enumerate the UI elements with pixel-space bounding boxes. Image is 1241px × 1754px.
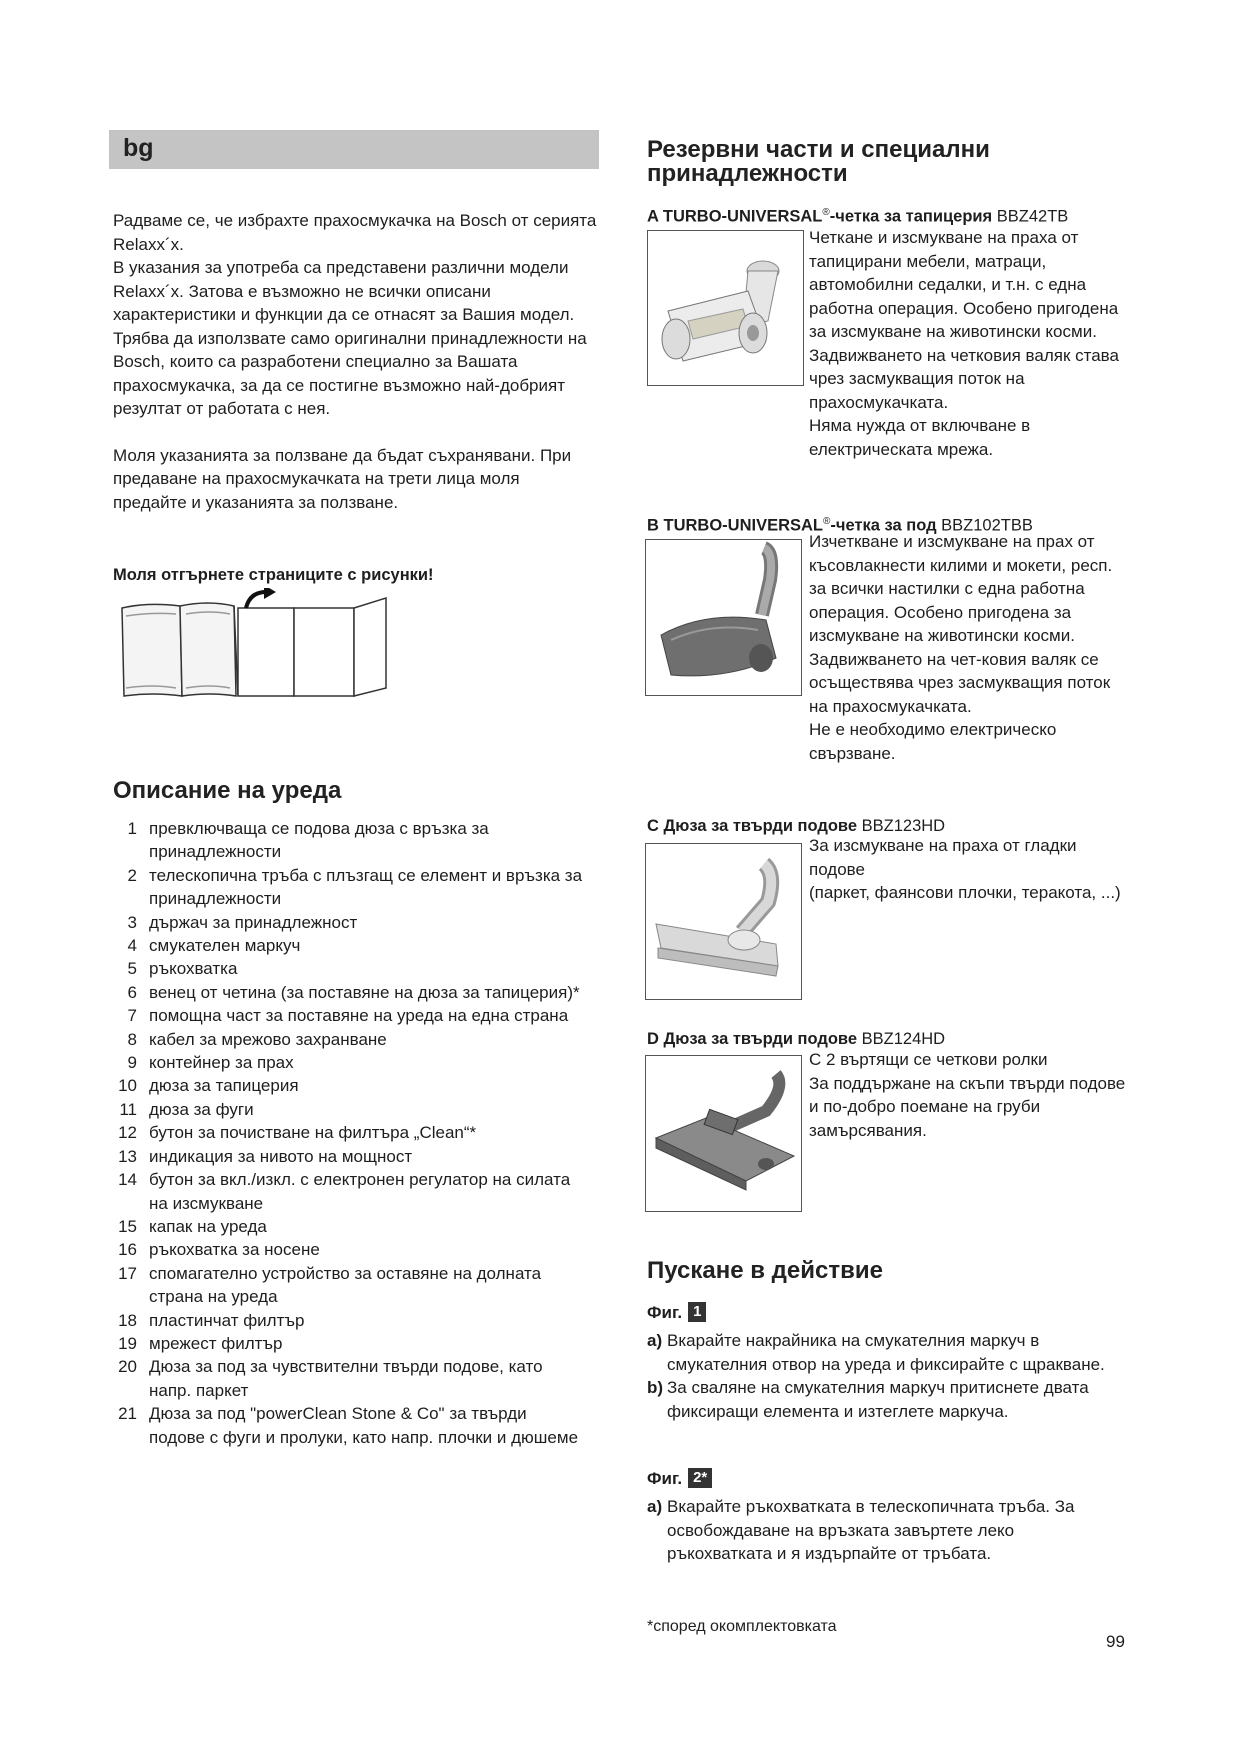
part-c-heading: C Дюза за твърди подове BBZ123HD — [647, 817, 946, 835]
parts-list-item — [113, 1121, 583, 1144]
parts-list-item — [113, 1309, 583, 1332]
parts-list-item — [113, 1215, 583, 1238]
parts-list-item — [113, 1262, 583, 1309]
parts-list-text: Дюза за под "powerClean Stone & Co" за твърди подове с фуги и пролуки, като напр. плочки и дюшеме — [149, 1404, 579, 1447]
part-a-heading: A TURBO-UNIVERSAL®-четка за тапицерия BBZ42TB — [647, 207, 1069, 226]
unfold-pages-note: Моля отгърнете страниците с рисунки! — [113, 566, 434, 584]
language-code: bg — [123, 134, 154, 162]
fig-2-label: Фиг. 2* — [647, 1468, 712, 1489]
parts-list-text: дюза за тапицерия — [149, 1076, 299, 1096]
parts-list-text: индикация за нивото на мощност — [149, 1146, 413, 1166]
unfold-pages-illustration — [118, 588, 398, 703]
parts-list-text: капак на уреда — [149, 1216, 267, 1236]
part-d-heading: D Дюза за твърди подове BBZ124HD — [647, 1030, 946, 1048]
parts-list-number: 16 — [118, 1240, 137, 1260]
parts-list-number: 7 — [127, 1006, 137, 1026]
part-a-image — [647, 230, 804, 386]
part-d-code: BBZ124HD — [861, 1030, 946, 1048]
hard-floor-roller-nozzle-icon — [646, 1056, 801, 1211]
parts-list-number: 21 — [118, 1404, 137, 1424]
parts-list-number: 3 — [127, 912, 137, 932]
parts-list-text: дюза за фуги — [149, 1099, 254, 1119]
parts-list-text: Дюза за под за чувствителни твърди подове, като напр. паркет — [149, 1357, 543, 1400]
parts-list-item — [113, 1028, 583, 1051]
parts-list-item — [113, 817, 583, 864]
footnote: *според окомплектовката — [647, 1618, 837, 1635]
parts-list-text: държач за принадлежност — [149, 912, 358, 932]
parts-list-text: ръкохватка за носене — [149, 1240, 320, 1260]
intro-section — [113, 209, 598, 514]
parts-list-number: 15 — [118, 1216, 137, 1236]
part-c-code: BBZ123HD — [861, 817, 946, 835]
hard-floor-nozzle-icon — [646, 844, 801, 999]
parts-list-item — [113, 864, 583, 911]
parts-list-number: 18 — [118, 1310, 137, 1330]
parts-list-item — [113, 911, 583, 934]
part-b-text: Изчеткване и изсмукване на прах от късовлакнести килими и мокети, респ. за всички настилки с една работна операция. Особено пригодена за изсмукване на животински косми. Задвижването на чет-ковия валяк се осъществява чрез засмукващия поток на прахосмукачката. Не е необходимо електрическо свързване. — [809, 532, 1113, 763]
parts-list-number: 6 — [127, 982, 137, 1002]
parts-list-number: 19 — [118, 1333, 137, 1353]
description-title: Описание на уреда — [113, 777, 342, 804]
parts-list-text: спомагателно устройство за оставяне на долната страна на уреда — [149, 1263, 542, 1307]
parts-list-item — [113, 1355, 583, 1402]
parts-list-number: 12 — [118, 1123, 137, 1143]
parts-list-item — [113, 1074, 583, 1097]
fig-2-badge: 2* — [688, 1468, 712, 1488]
part-c-text: За изсмукване на праха от гладки подове (паркет, фаянсови плочки, теракота, ...) — [809, 836, 1121, 902]
parts-list-text: телескопична тръба с плъзгащ се елемент и връзка за принадлежности — [149, 865, 583, 909]
fig-1-step-a: a) Вкарайте накрайника на смукателния маркуч в смукателния отвор на уреда и фиксирайте с щракване. — [647, 1331, 1105, 1374]
curved-arrow-icon — [246, 592, 266, 608]
parts-list-text: превключваща се подова дюза с връзка за принадлежности — [149, 819, 489, 862]
parts-list-item — [113, 1402, 583, 1449]
parts-list-item — [113, 1168, 583, 1215]
fig-1-badge: 1 — [688, 1302, 706, 1322]
parts-list-number: 10 — [118, 1076, 137, 1096]
parts-list-number: 11 — [119, 1099, 137, 1119]
upholstery-brush-icon — [648, 231, 803, 385]
intro-paragraph-3: Моля указанията за ползване да бъдат съхранявани. При предаване на прахосмукачката на трети лица моля предайте и указанията за ползване. — [113, 445, 572, 512]
parts-list-text: кабел за мрежово захранване — [149, 1029, 387, 1049]
fig-2-steps — [647, 1495, 1117, 1566]
parts-list-item — [113, 981, 583, 1004]
parts-list-number: 14 — [118, 1170, 137, 1190]
fig-2-step-a: a) Вкарайте ръкохватката в телескопичната тръба. За освобождаване на връзката завъртете леко ръкохватката и я издърпайте от тръбата. — [647, 1497, 1075, 1563]
fig-1-step-b: b) За сваляне на смукателния маркуч притиснете двата фиксиращи елемента и изтеглете маркуча. — [647, 1378, 1089, 1421]
parts-list-text: помощна част за поставяне на уреда на една страна — [149, 1006, 569, 1026]
fig-1-label: Фиг. 1 — [647, 1302, 706, 1323]
part-b-heading: B TURBO-UNIVERSAL®-четка за под BBZ102TBB — [647, 516, 1033, 535]
intro-paragraph-2: В указания за употреба са представени различни модели Relaxx´x. Затова е възможно не всички описани характеристики и функции да се отнасят за Вашия модел. Трябва да използвате само оригинални принадлежности на Bosch, които са разработени специално за Вашата прахосмукачка, за да се постигне възможно най-добрият резултат от работата с нея. — [113, 258, 587, 418]
part-b-code: BBZ102TBB — [941, 516, 1033, 535]
floor-turbo-brush-icon — [646, 540, 801, 695]
parts-list-number: 9 — [127, 1053, 137, 1073]
parts-list-item — [113, 1332, 583, 1355]
parts-list-text: ръкохватка — [149, 959, 238, 979]
part-d-text: С 2 въртящи се четкови ролки За поддържане на скъпи твърди подове и по-добро поемане на груби замърсявания. — [809, 1050, 1126, 1140]
part-a-text: Четкане и изсмукване на праха от тапицирани мебели, матраци, автомобилни седалки, и т.н. с една работна операция. Особено пригодена за изсмукване на животински косми. Задвижването на четковия валяк става чрез засмукващия поток на прахосмукачката. Няма нужда от включване в електрическата мрежа. — [809, 228, 1119, 459]
parts-list — [113, 817, 583, 1449]
parts-list-number: 1 — [127, 819, 137, 838]
parts-title-line-1: Резервни части и специални — [647, 136, 990, 163]
parts-list-item — [113, 1145, 583, 1168]
startup-title: Пускане в действие — [647, 1257, 883, 1284]
part-c-image — [645, 843, 802, 1000]
parts-list-number: 8 — [127, 1029, 137, 1049]
parts-list-text: венец от четина (за поставяне на дюза за тапицерия)* — [149, 982, 580, 1002]
intro-paragraph-1: Радваме се, че избрахте прахосмукачка на Bosch от серията Relaxx´x. — [113, 211, 597, 254]
parts-list-text: бутон за почистване на филтъра „Clean“* — [149, 1123, 477, 1143]
parts-list-item — [113, 1004, 583, 1027]
parts-list-number: 20 — [118, 1357, 137, 1377]
parts-list-text: контейнер за прах — [149, 1053, 294, 1073]
part-d-image — [645, 1055, 802, 1212]
parts-list-item — [113, 1238, 583, 1261]
parts-list-item — [113, 1051, 583, 1074]
parts-list-text: бутон за вкл./изкл. с електронен регулатор на силата на изсмукване — [149, 1170, 571, 1213]
page-number: 99 — [1106, 1632, 1125, 1651]
parts-title — [647, 138, 990, 186]
parts-list-text: пластинчат филтър — [149, 1310, 305, 1330]
parts-list-item — [113, 957, 583, 980]
parts-list-text: смукателен маркуч — [149, 936, 301, 956]
parts-title-line-2: принадлежности — [647, 160, 848, 187]
parts-list-text: мрежест филтър — [149, 1333, 283, 1353]
language-header-bar — [109, 130, 599, 169]
parts-list-number: 17 — [118, 1263, 137, 1283]
part-b-image — [645, 539, 802, 696]
fig-1-steps — [647, 1329, 1117, 1423]
part-a-code: BBZ42TB — [996, 207, 1069, 226]
parts-list-number: 5 — [127, 959, 137, 979]
parts-list-item — [113, 1098, 583, 1121]
parts-list-number: 4 — [127, 936, 137, 956]
parts-list-number: 13 — [118, 1146, 137, 1166]
parts-list-number: 2 — [127, 865, 137, 885]
parts-list-item — [113, 934, 583, 957]
